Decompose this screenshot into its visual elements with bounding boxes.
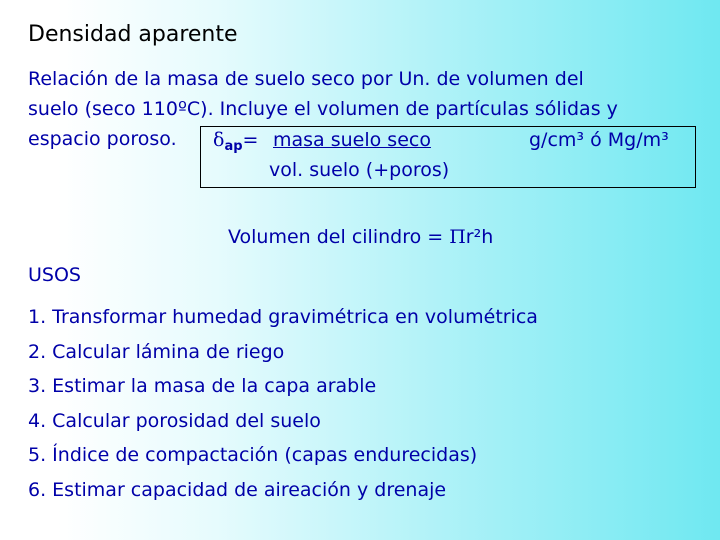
usos-heading: USOS	[28, 264, 81, 286]
list-item: 5. Índice de compactación (capas endurecidas)	[28, 444, 478, 466]
formula-units: g/cm³ ó Mg/m³	[529, 129, 669, 151]
list-item: 1. Transformar humedad gravimétrica en volumétrica	[28, 306, 538, 328]
definition-line-2: suelo (seco 110ºC). Incluye el volumen de partículas sólidas y	[28, 98, 618, 120]
equals-sign: =	[242, 129, 259, 151]
cylinder-volume-formula	[228, 226, 493, 248]
density-formula-box	[200, 126, 696, 188]
list-item: 2. Calcular lámina de riego	[28, 340, 285, 363]
list-item: 6. Estimar capacidad de aireación y drenaje	[28, 478, 447, 501]
formula-denominator: vol. suelo (+poros)	[269, 159, 450, 181]
definition-line-1: Relación de la masa de suelo seco por Un. de volumen del	[28, 68, 584, 90]
slide-title: Densidad aparente	[28, 22, 238, 47]
usos-list	[28, 300, 538, 507]
pi-symbol: Π	[449, 226, 466, 248]
list-item: 4. Calcular porosidad del suelo	[28, 409, 321, 432]
delta-symbol: δ	[213, 129, 225, 151]
density-subscript: ap	[224, 139, 243, 154]
density-symbol	[213, 129, 258, 154]
cylinder-rest: r²h	[465, 226, 494, 248]
formula-numerator: masa suelo seco	[273, 129, 431, 151]
cylinder-label: Volumen del cilindro =	[228, 226, 450, 248]
list-item: 3. Estimar la masa de la capa arable	[28, 375, 377, 397]
definition-line-3: espacio poroso.	[28, 128, 177, 150]
